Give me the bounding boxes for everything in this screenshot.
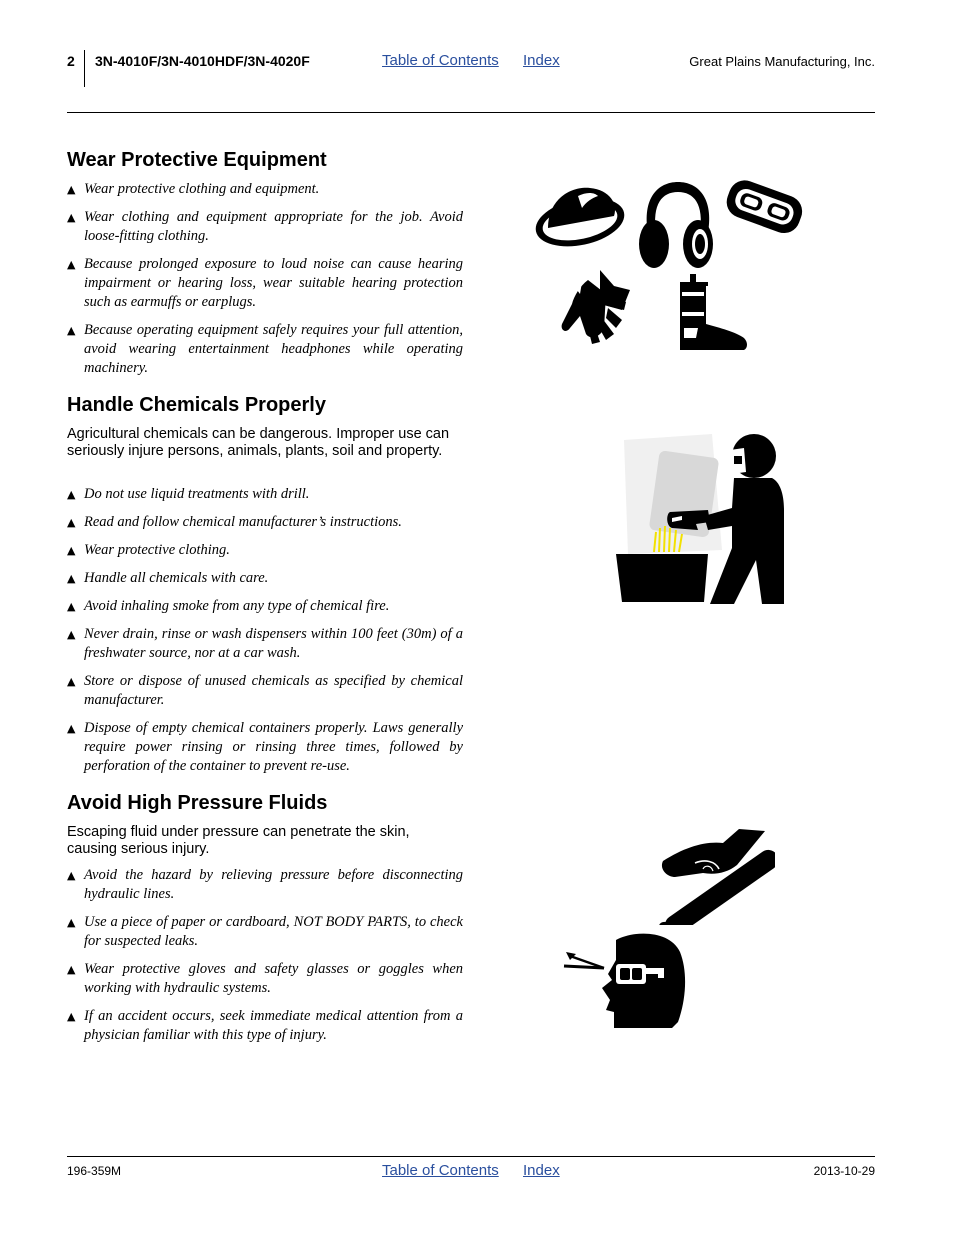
safety-glasses-head-icon <box>560 930 690 1030</box>
list-item: ▲ Wear clothing and equipment appropriate for the job. Avoid loose-fitting clothing. <box>67 209 463 244</box>
section-title-chemicals: Handle Chemicals Properly <box>67 394 326 416</box>
hard-hat-icon <box>531 188 629 254</box>
triangle-bullet-icon: ▲ <box>67 600 76 613</box>
document-date: 2013-10-29 <box>813 1164 875 1178</box>
section-title-protective: Wear Protective Equipment <box>67 149 327 171</box>
triangle-bullet-icon: ▲ <box>67 324 76 337</box>
list-item: ▲ Store or dispose of unused chemicals as specified by chemical manufacturer. <box>67 673 463 708</box>
triangle-bullet-icon: ▲ <box>67 963 76 976</box>
index-link-bottom[interactable]: Index <box>523 1162 560 1179</box>
list-item: ▲ Because operating equipment safely requires your full attention, avoid wearing entertainment headphones while operating machinery. <box>67 322 463 376</box>
triangle-bullet-icon: ▲ <box>67 1010 76 1023</box>
list-item: ▲ Use a piece of paper or cardboard, NOT BODY PARTS, to check for suspected leaks. <box>67 914 463 949</box>
triangle-bullet-icon: ▲ <box>67 628 76 641</box>
triangle-bullet-icon: ▲ <box>67 516 76 529</box>
ppe-illustration <box>530 178 810 358</box>
section-title-pressure: Avoid High Pressure Fluids <box>67 792 328 814</box>
list-item: ▲ If an accident occurs, seek immediate medical attention from a physician familiar with this type of injury. <box>67 1008 463 1043</box>
index-link-top[interactable]: Index <box>523 52 560 69</box>
pressure-intro: Escaping fluid under pressure can penetrate the skin, causing serious injury. <box>67 824 410 857</box>
gloves-icon <box>562 270 630 344</box>
triangle-bullet-icon: ▲ <box>67 488 76 501</box>
toc-link-top[interactable]: Table of Contents <box>382 52 499 69</box>
list-item: ▲ Avoid inhaling smoke from any type of chemical fire. <box>67 598 390 614</box>
triangle-bullet-icon: ▲ <box>67 572 76 585</box>
goggles-icon <box>722 178 806 238</box>
boot-icon <box>680 274 747 350</box>
hydraulic-leak-icon <box>655 825 775 925</box>
list-item: ▲ Dispose of empty chemical containers properly. Laws generally require power rinsing or rinsing three times, followed by perforation of the container to prevent re-use. <box>67 720 463 774</box>
triangle-bullet-icon: ▲ <box>67 258 76 271</box>
header-rule <box>67 112 875 113</box>
earmuffs-icon <box>639 182 713 268</box>
chemical-handling-icon <box>612 430 792 610</box>
chemicals-list <box>67 485 463 785</box>
triangle-bullet-icon: ▲ <box>67 916 76 929</box>
header-divider <box>84 50 85 87</box>
triangle-bullet-icon: ▲ <box>67 183 76 196</box>
chemicals-intro: Agricultural chemicals can be dangerous. Improper use can seriously injure persons, animals, plants, soil and property. <box>67 426 450 459</box>
list-item: ▲ Avoid the hazard by relieving pressure before disconnecting hydraulic lines. <box>67 867 463 902</box>
triangle-bullet-icon: ▲ <box>67 544 76 557</box>
toc-link-bottom[interactable]: Table of Contents <box>382 1162 499 1179</box>
list-item: ▲ Handle all chemicals with care. <box>67 570 269 586</box>
list-item: ▲ Because prolonged exposure to loud noise can cause hearing impairment or hearing loss, wear suitable hearing protection such as earmuffs or earplugs. <box>67 256 463 310</box>
triangle-bullet-icon: ▲ <box>67 675 76 688</box>
protective-list <box>67 180 463 387</box>
list-item: ▲ Read and follow chemical manufacturer’s instructions. <box>67 514 402 530</box>
list-item: ▲ Wear protective gloves and safety glasses or goggles when working with hydraulic systems. <box>67 961 463 996</box>
document-number: 196-359M <box>67 1164 122 1178</box>
page-number: 2 <box>67 53 75 69</box>
list-item: ▲ Do not use liquid treatments with drill. <box>67 486 310 502</box>
footer-rule <box>67 1156 875 1157</box>
list-item: ▲ Wear protective clothing and equipment. <box>67 181 320 197</box>
pressure-list <box>67 866 463 1054</box>
list-item: ▲ Never drain, rinse or wash dispensers within 100 feet (30m) of a freshwater source, nor at a car wash. <box>67 626 463 661</box>
triangle-bullet-icon: ▲ <box>67 722 76 735</box>
triangle-bullet-icon: ▲ <box>67 869 76 882</box>
list-item: ▲ Wear protective clothing. <box>67 542 230 558</box>
triangle-bullet-icon: ▲ <box>67 211 76 224</box>
company-name: Great Plains Manufacturing, Inc. <box>689 54 875 69</box>
spray-arrow-icon <box>564 952 604 968</box>
model-title: 3N-4010F/3N-4010HDF/3N-4020F <box>95 53 310 69</box>
